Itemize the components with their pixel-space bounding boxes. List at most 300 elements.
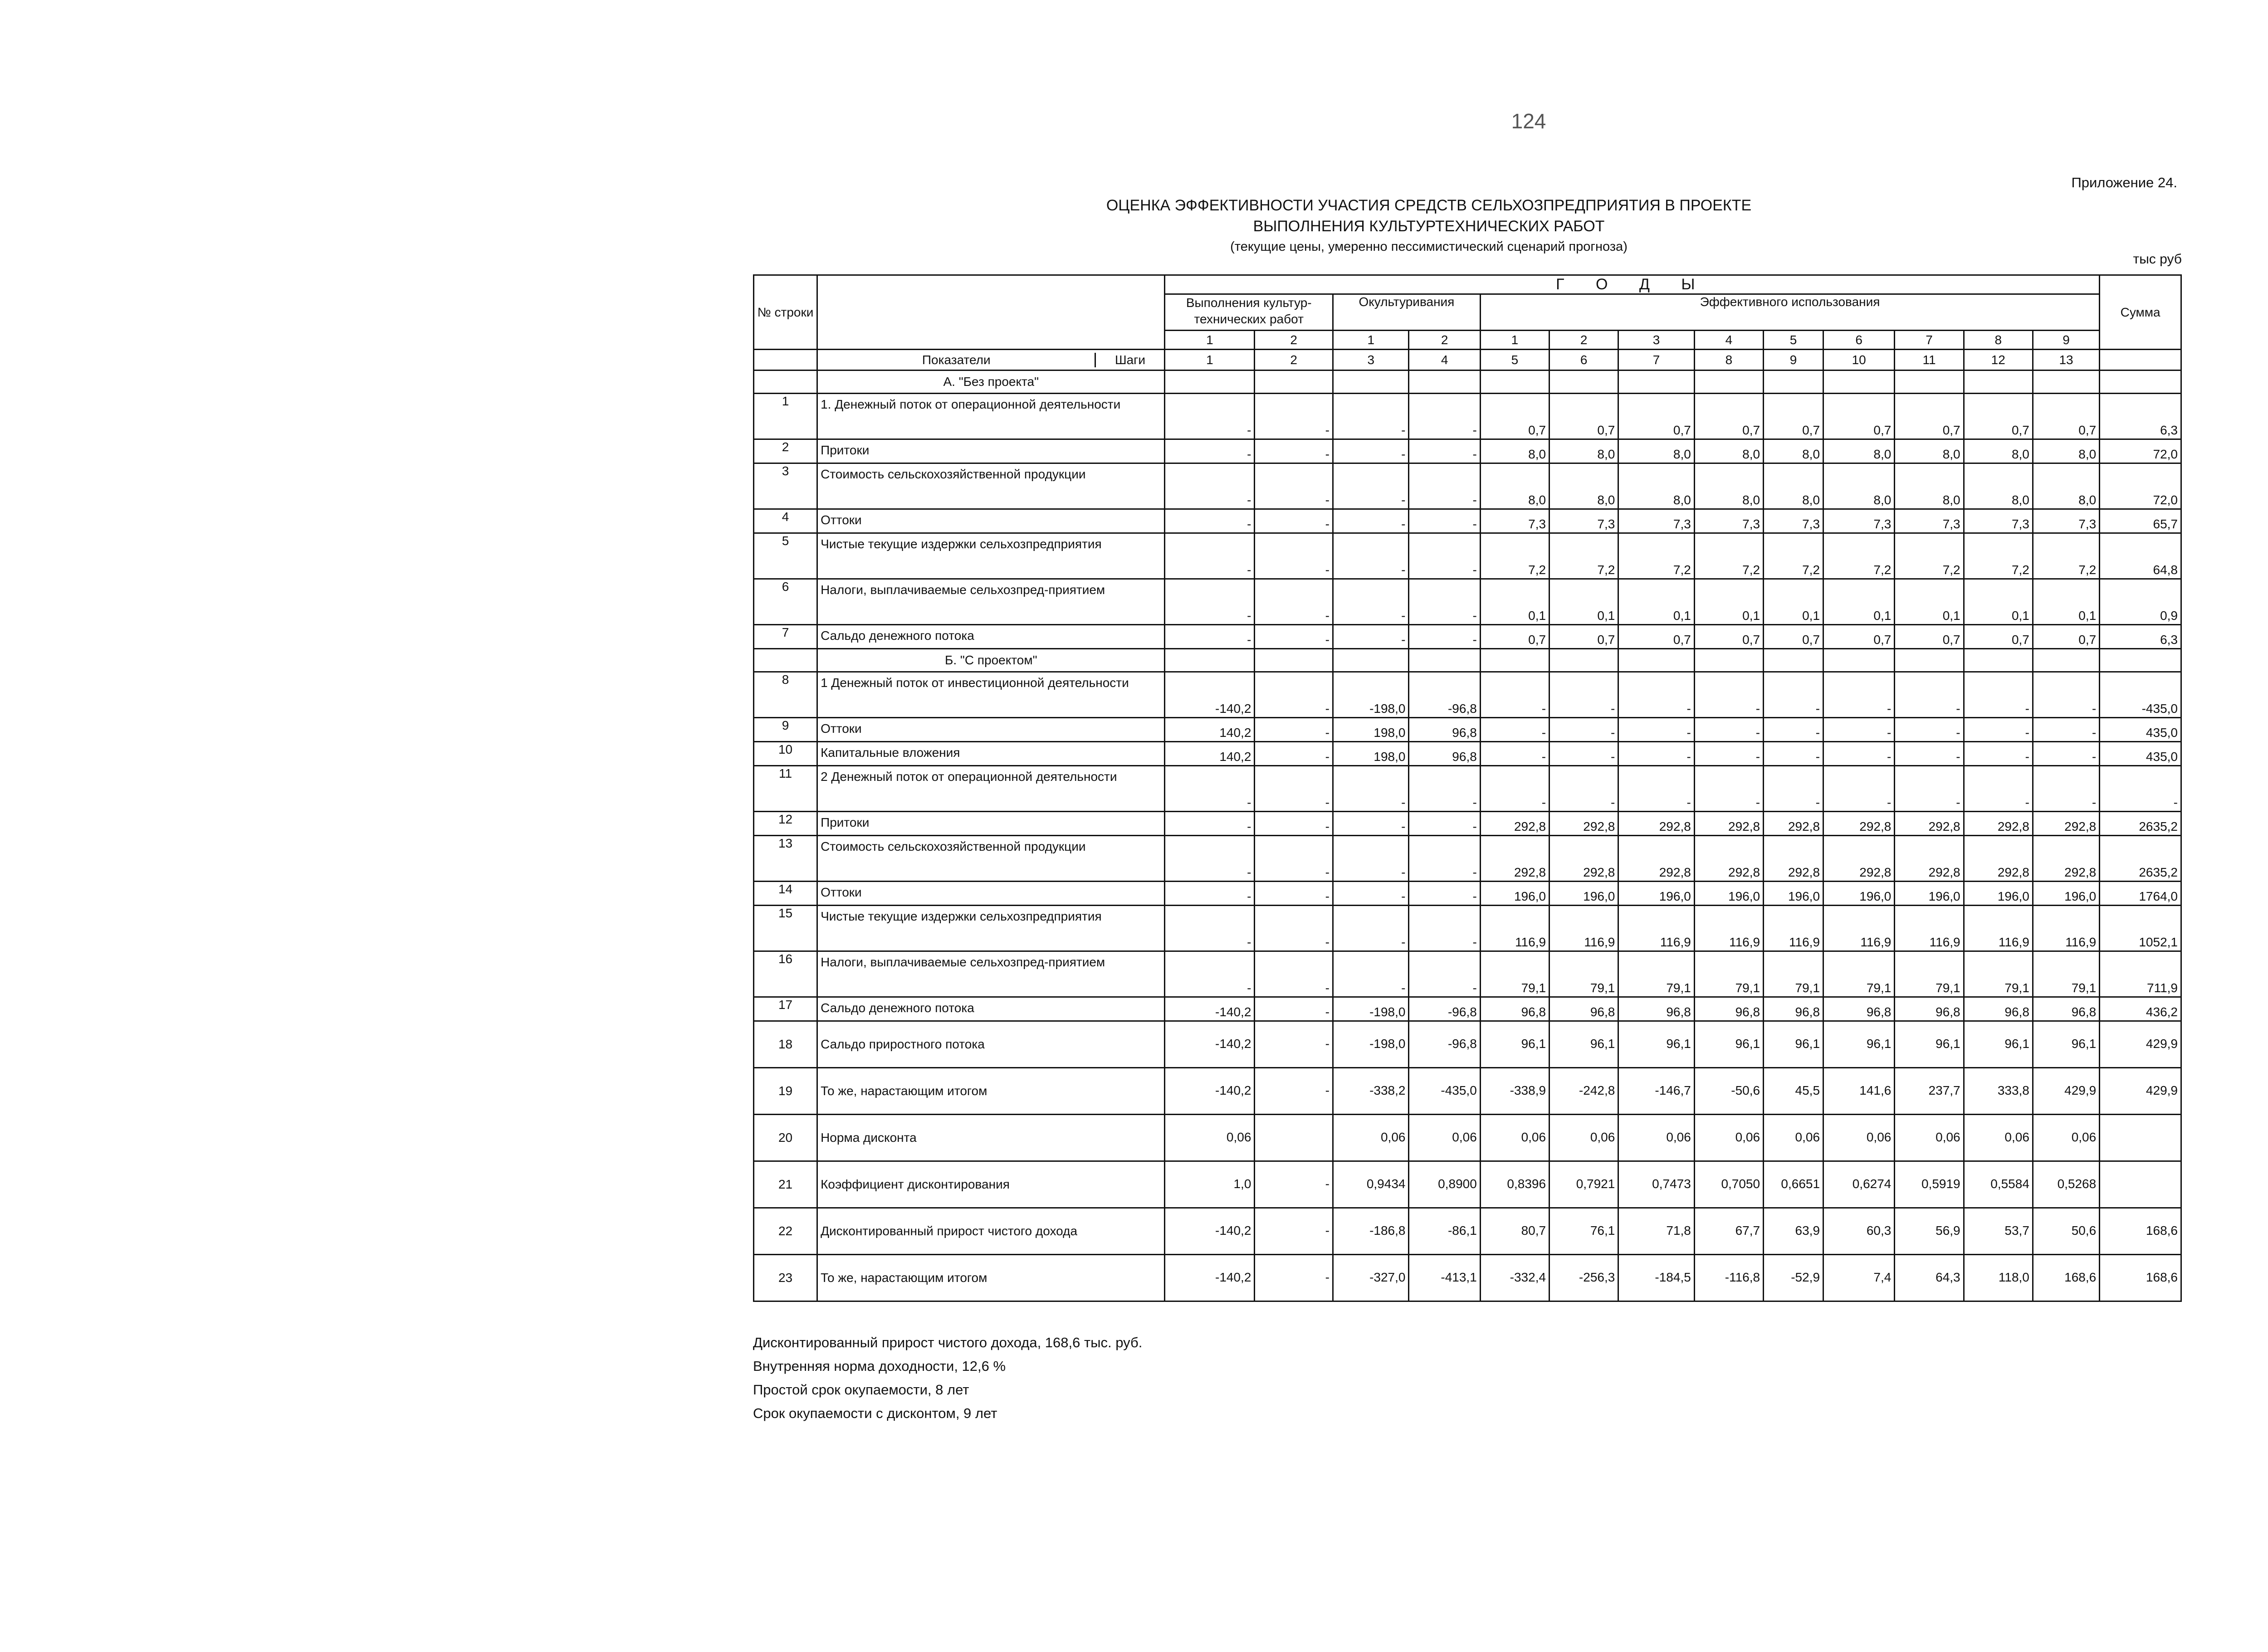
value-cell: -	[2033, 718, 2099, 742]
value-cell: 0,7	[1480, 394, 1549, 439]
value-cell: -	[1764, 672, 1823, 718]
value-cell: -	[1409, 882, 1480, 906]
value-cell: 0,7	[1618, 394, 1694, 439]
value-cell: -	[1255, 766, 1333, 812]
value-cell: -	[1165, 533, 1255, 579]
value-cell: 96,8	[1823, 997, 1895, 1021]
value-cell: 0,8900	[1409, 1161, 1480, 1208]
value-cell: 7,2	[1964, 533, 2033, 579]
table-row	[754, 579, 2181, 625]
value-cell: 0,5584	[1964, 1161, 2033, 1208]
value-cell: 196,0	[1764, 882, 1823, 906]
value-cell: -52,9	[1764, 1255, 1823, 1301]
value-cell: -	[1964, 672, 2033, 718]
steps-sum-blank	[2100, 350, 2181, 370]
value-cell: 8,0	[1694, 463, 1763, 509]
value-cell: -	[1165, 394, 1255, 439]
value-cell: -50,6	[1694, 1068, 1763, 1115]
value-cell: -	[2033, 672, 2099, 718]
sum-cell: 168,6	[2100, 1208, 2181, 1255]
value-cell: 7,2	[1549, 533, 1618, 579]
value-cell: 7,3	[1964, 509, 2033, 533]
row-label: 2 Денежный поток от операционной деятельности	[817, 766, 1165, 812]
value-cell: -	[1255, 533, 1333, 579]
header-steps: Шаги	[1095, 353, 1164, 367]
value-cell: 7,3	[2033, 509, 2099, 533]
row-label: Сальдо денежного потока	[817, 997, 1165, 1021]
value-cell: 292,8	[1549, 836, 1618, 882]
value-cell: -	[1480, 718, 1549, 742]
value-cell: 67,7	[1694, 1208, 1763, 1255]
row-number: 14	[754, 882, 817, 906]
value-cell: 7,2	[1823, 533, 1895, 579]
step-number-10: 10	[1823, 350, 1895, 370]
year-number-7: 3	[1618, 331, 1694, 350]
value-cell: 96,8	[1618, 997, 1694, 1021]
value-cell: 96,1	[1549, 1021, 1618, 1068]
step-number-13: 13	[2033, 350, 2099, 370]
value-cell: -	[1255, 882, 1333, 906]
row-label: То же, нарастающим итогом	[817, 1255, 1165, 1301]
year-number-10: 6	[1823, 331, 1895, 350]
row-number: 4	[754, 509, 817, 533]
value-cell: 292,8	[1895, 812, 1964, 836]
value-cell: 79,1	[2033, 951, 2099, 997]
value-cell: 196,0	[1549, 882, 1618, 906]
step-number-12: 12	[1964, 350, 2033, 370]
value-cell: -	[1480, 672, 1549, 718]
section-empty-cell	[1694, 649, 1763, 672]
value-cell: 96,8	[1964, 997, 2033, 1021]
row-label: Сальдо денежного потока	[817, 625, 1165, 649]
row-label: Капитальные вложения	[817, 742, 1165, 766]
value-cell: -	[1165, 463, 1255, 509]
sum-cell: 6,3	[2100, 625, 2181, 649]
value-cell: -	[1409, 625, 1480, 649]
row-number: 13	[754, 836, 817, 882]
step-number-5: 5	[1480, 350, 1549, 370]
efficiency-table	[753, 274, 2182, 1302]
value-cell: 292,8	[1694, 836, 1763, 882]
value-cell: 79,1	[1480, 951, 1549, 997]
table-row	[754, 1021, 2181, 1068]
header-group-works: Выполнения культур-технических работ	[1165, 294, 1333, 331]
step-number-8: 8	[1694, 350, 1763, 370]
table-row	[754, 906, 2181, 951]
table-row	[754, 742, 2181, 766]
header-row-number: № строки	[754, 275, 817, 350]
table-row	[754, 672, 2181, 718]
value-cell: -96,8	[1409, 672, 1480, 718]
value-cell: 118,0	[1964, 1255, 2033, 1301]
section-empty-cell	[1333, 649, 1408, 672]
section-empty-cell	[1964, 370, 2033, 394]
section-empty-cell	[1895, 649, 1964, 672]
value-cell: 0,06	[1694, 1115, 1763, 1161]
value-cell: -	[1409, 906, 1480, 951]
table-row	[754, 1161, 2181, 1208]
section-title: Б. "С проектом"	[817, 649, 1165, 672]
value-cell: 96,8	[1409, 742, 1480, 766]
step-number-7: 7	[1618, 350, 1694, 370]
value-cell: 7,2	[2033, 533, 2099, 579]
value-cell: -	[1694, 672, 1763, 718]
value-cell: 96,1	[1694, 1021, 1763, 1068]
value-cell: 0,7050	[1694, 1161, 1763, 1208]
row-number: 10	[754, 742, 817, 766]
appendix-label: Приложение 24.	[2071, 175, 2177, 190]
value-cell: 79,1	[1694, 951, 1763, 997]
value-cell: -	[1165, 439, 1255, 463]
document-title-line1: ОЦЕНКА ЭФФЕКТИВНОСТИ УЧАСТИЯ СРЕДСТВ СЕЛЬХОЗПРЕДПРИЯТИЯ В ПРОЕКТЕ	[1106, 197, 1752, 214]
section-title: А. "Без проекта"	[817, 370, 1165, 394]
value-cell: -	[1409, 394, 1480, 439]
value-cell: 96,8	[2033, 997, 2099, 1021]
row-label: Налоги, выплачиваемые сельхозпред-приятием	[817, 951, 1165, 997]
value-cell: 8,0	[1764, 463, 1823, 509]
sum-cell: 436,2	[2100, 997, 2181, 1021]
value-cell: -	[1823, 718, 1895, 742]
sum-cell: 711,9	[2100, 951, 2181, 997]
value-cell: 8,0	[1549, 439, 1618, 463]
header-sum: Сумма	[2100, 275, 2181, 350]
row-label: 1. Денежный поток от операционной деятельности	[817, 394, 1165, 439]
value-cell: -	[1333, 394, 1408, 439]
year-number-3: 1	[1333, 331, 1408, 350]
value-cell: -184,5	[1618, 1255, 1694, 1301]
value-cell: 141,6	[1823, 1068, 1895, 1115]
value-cell: -	[1895, 718, 1964, 742]
row-number: 21	[754, 1161, 817, 1208]
value-cell: 292,8	[2033, 836, 2099, 882]
value-cell: 0,7	[1764, 625, 1823, 649]
value-cell: -	[1823, 766, 1895, 812]
value-cell: 292,8	[1480, 812, 1549, 836]
row-label: Оттоки	[817, 882, 1165, 906]
page-number: 124	[1511, 109, 1546, 133]
value-cell: -	[1823, 742, 1895, 766]
value-cell: 0,06	[2033, 1115, 2099, 1161]
value-cell: 0,1	[1480, 579, 1549, 625]
value-cell: 7,3	[1895, 509, 1964, 533]
value-cell: 7,3	[1764, 509, 1823, 533]
step-number-6: 6	[1549, 350, 1618, 370]
value-cell: 0,5919	[1895, 1161, 1964, 1208]
value-cell: 116,9	[1823, 906, 1895, 951]
value-cell: -	[1409, 951, 1480, 997]
value-cell: -	[1895, 672, 1964, 718]
value-cell: 96,8	[1895, 997, 1964, 1021]
value-cell: 196,0	[1895, 882, 1964, 906]
value-cell: 0,1	[1764, 579, 1823, 625]
step-number-2: 2	[1255, 350, 1333, 370]
value-cell: 0,1	[1549, 579, 1618, 625]
value-cell: -198,0	[1333, 1021, 1408, 1068]
section-empty-cell	[1764, 370, 1823, 394]
header-blank	[817, 275, 1165, 350]
value-cell: -	[1255, 1255, 1333, 1301]
value-cell: -	[1333, 579, 1408, 625]
value-cell: -	[1165, 625, 1255, 649]
value-cell: 292,8	[1964, 836, 2033, 882]
section-empty-cell	[1480, 370, 1549, 394]
value-cell: -	[1409, 509, 1480, 533]
notes	[753, 1331, 1142, 1425]
section-empty-cell	[1409, 370, 1480, 394]
year-number-12: 8	[1964, 331, 2033, 350]
value-cell: 0,06	[1333, 1115, 1408, 1161]
year-number-8: 4	[1694, 331, 1763, 350]
value-cell: 292,8	[1618, 836, 1694, 882]
value-cell: 60,3	[1823, 1208, 1895, 1255]
value-cell: 292,8	[1480, 836, 1549, 882]
value-cell: 8,0	[1549, 463, 1618, 509]
value-cell: 196,0	[1964, 882, 2033, 906]
sum-cell: -435,0	[2100, 672, 2181, 718]
step-number-1: 1	[1165, 350, 1255, 370]
value-cell: -96,8	[1409, 1021, 1480, 1068]
value-cell: 116,9	[1618, 906, 1694, 951]
value-cell: 96,8	[1694, 997, 1763, 1021]
table-row	[754, 766, 2181, 812]
value-cell: 7,3	[1549, 509, 1618, 533]
value-cell: 0,7	[1895, 625, 1964, 649]
value-cell: -	[1255, 1021, 1333, 1068]
value-cell: 292,8	[2033, 812, 2099, 836]
value-cell: 0,5268	[2033, 1161, 2099, 1208]
sum-cell: 2635,2	[2100, 812, 2181, 836]
value-cell: 0,7	[1618, 625, 1694, 649]
step-number-9: 9	[1764, 350, 1823, 370]
row-label: Налоги, выплачиваемые сельхозпред-приятием	[817, 579, 1165, 625]
value-cell: -96,8	[1409, 997, 1480, 1021]
note-irr: Внутренняя норма доходности, 12,6 %	[753, 1358, 1006, 1374]
table-row	[754, 533, 2181, 579]
value-cell: -	[1255, 812, 1333, 836]
table-row	[754, 836, 2181, 882]
value-cell: -	[1694, 742, 1763, 766]
year-number-1: 1	[1165, 331, 1255, 350]
value-cell: 198,0	[1333, 742, 1408, 766]
value-cell: 0,6274	[1823, 1161, 1895, 1208]
value-cell: 7,2	[1694, 533, 1763, 579]
value-cell: 50,6	[2033, 1208, 2099, 1255]
value-cell: -198,0	[1333, 672, 1408, 718]
section-empty-cell	[1255, 370, 1333, 394]
value-cell: -146,7	[1618, 1068, 1694, 1115]
section-empty-cell	[1764, 649, 1823, 672]
value-cell: 79,1	[1764, 951, 1823, 997]
value-cell: -	[1409, 579, 1480, 625]
value-cell: 0,7	[1694, 625, 1763, 649]
row-number: 12	[754, 812, 817, 836]
section-empty-cell	[1549, 649, 1618, 672]
value-cell: 116,9	[1549, 906, 1618, 951]
value-cell: 79,1	[1549, 951, 1618, 997]
value-cell: 76,1	[1549, 1208, 1618, 1255]
value-cell: 96,1	[1823, 1021, 1895, 1068]
value-cell: 0,7	[1964, 394, 2033, 439]
value-cell: 0,06	[1549, 1115, 1618, 1161]
value-cell: 7,3	[1694, 509, 1763, 533]
value-cell: 292,8	[1764, 812, 1823, 836]
header-row-steps	[754, 350, 2181, 370]
row-label: 1 Денежный поток от инвестиционной деятельности	[817, 672, 1165, 718]
section-empty-cell	[1165, 649, 1255, 672]
year-number-6: 2	[1549, 331, 1618, 350]
section-empty-cell	[1549, 370, 1618, 394]
table-row	[754, 1255, 2181, 1301]
row-label: Притоки	[817, 812, 1165, 836]
value-cell: -	[1618, 672, 1694, 718]
row-number: 7	[754, 625, 817, 649]
value-cell: -	[1165, 951, 1255, 997]
table-row	[754, 1208, 2181, 1255]
value-cell: -435,0	[1409, 1068, 1480, 1115]
value-cell: -	[1255, 906, 1333, 951]
value-cell: 116,9	[2033, 906, 2099, 951]
table-row	[754, 997, 2181, 1021]
value-cell: 0,1	[2033, 579, 2099, 625]
table-row	[754, 951, 2181, 997]
sum-cell: 1052,1	[2100, 906, 2181, 951]
value-cell: 292,8	[1694, 812, 1763, 836]
value-cell: 96,8	[1764, 997, 1823, 1021]
section-empty-cell	[2033, 370, 2099, 394]
value-cell: -	[1165, 836, 1255, 882]
row-number: 18	[754, 1021, 817, 1068]
value-cell: -	[1255, 951, 1333, 997]
value-cell: 45,5	[1764, 1068, 1823, 1115]
value-cell: 0,06	[1964, 1115, 2033, 1161]
value-cell: -	[1165, 906, 1255, 951]
table-row	[754, 625, 2181, 649]
value-cell: 429,9	[2033, 1068, 2099, 1115]
value-cell: -140,2	[1165, 672, 1255, 718]
value-cell: 333,8	[1964, 1068, 2033, 1115]
value-cell: 0,06	[1764, 1115, 1823, 1161]
value-cell: -338,9	[1480, 1068, 1549, 1115]
row-number: 15	[754, 906, 817, 951]
row-number: 2	[754, 439, 817, 463]
row-number: 9	[754, 718, 817, 742]
value-cell: -	[1895, 742, 1964, 766]
value-cell: -	[1165, 579, 1255, 625]
row-number: 16	[754, 951, 817, 997]
value-cell: -	[1549, 672, 1618, 718]
step-number-3: 3	[1333, 350, 1408, 370]
value-cell: 79,1	[1964, 951, 2033, 997]
value-cell: -	[1618, 718, 1694, 742]
value-cell	[1255, 1115, 1333, 1161]
value-cell: -140,2	[1165, 1208, 1255, 1255]
value-cell: 7,2	[1618, 533, 1694, 579]
value-cell: 80,7	[1480, 1208, 1549, 1255]
value-cell: -	[1333, 439, 1408, 463]
value-cell: -	[1255, 1068, 1333, 1115]
value-cell: -116,8	[1694, 1255, 1763, 1301]
value-cell: 0,06	[1165, 1115, 1255, 1161]
value-cell: -	[1333, 906, 1408, 951]
value-cell: 116,9	[1694, 906, 1763, 951]
row-label: Дисконтированный прирост чистого дохода	[817, 1208, 1165, 1255]
value-cell: 0,8396	[1480, 1161, 1549, 1208]
row-number: 8	[754, 672, 817, 718]
value-cell: 0,06	[1895, 1115, 1964, 1161]
value-cell: 8,0	[1895, 439, 1964, 463]
value-cell: -	[1409, 439, 1480, 463]
document-subtitle: (текущие цены, умеренно пессимистический сценарий прогноза)	[1230, 239, 1628, 254]
value-cell: -	[2033, 766, 2099, 812]
value-cell: 292,8	[1618, 812, 1694, 836]
value-cell: -	[1255, 579, 1333, 625]
value-cell: 116,9	[1480, 906, 1549, 951]
value-cell: 56,9	[1895, 1208, 1964, 1255]
value-cell: 0,06	[1618, 1115, 1694, 1161]
value-cell: -	[1409, 836, 1480, 882]
value-cell: 8,0	[1764, 439, 1823, 463]
value-cell: 64,3	[1895, 1255, 1964, 1301]
table-row	[754, 812, 2181, 836]
value-cell: -	[1333, 951, 1408, 997]
value-cell: -	[1255, 1161, 1333, 1208]
year-number-4: 2	[1409, 331, 1480, 350]
value-cell: 196,0	[1694, 882, 1763, 906]
sum-cell: -	[2100, 766, 2181, 812]
value-cell: 79,1	[1823, 951, 1895, 997]
value-cell: -140,2	[1165, 1021, 1255, 1068]
section-blank	[754, 649, 817, 672]
row-number: 17	[754, 997, 817, 1021]
value-cell: -327,0	[1333, 1255, 1408, 1301]
value-cell: -	[1255, 625, 1333, 649]
value-cell: -	[1764, 718, 1823, 742]
value-cell: -	[1480, 766, 1549, 812]
row-number: 11	[754, 766, 817, 812]
value-cell: -	[1255, 718, 1333, 742]
table-row	[754, 463, 2181, 509]
value-cell: 7,2	[1895, 533, 1964, 579]
table-row	[754, 718, 2181, 742]
value-cell: 292,8	[1895, 836, 1964, 882]
value-cell: -	[1165, 882, 1255, 906]
value-cell: -	[1165, 812, 1255, 836]
value-cell: 140,2	[1165, 742, 1255, 766]
value-cell: 96,1	[1618, 1021, 1694, 1068]
value-cell: 8,0	[1694, 439, 1763, 463]
row-label: Сальдо прироcтного потока	[817, 1021, 1165, 1068]
value-cell: -	[1333, 533, 1408, 579]
value-cell: -	[1333, 766, 1408, 812]
row-label: Коэффициент дисконтирования	[817, 1161, 1165, 1208]
row-label: Чистые текущие издержки сельхозпредприятия	[817, 906, 1165, 951]
value-cell: 0,7	[1823, 394, 1895, 439]
value-cell: 0,7	[2033, 625, 2099, 649]
header-group-usage: Эффективного использования	[1480, 294, 2099, 331]
note-npv: Дисконтированный прирост чистого дохода, 168,6 тыс. руб.	[753, 1335, 1143, 1350]
row-number: 20	[754, 1115, 817, 1161]
value-cell: 0,7	[1549, 394, 1618, 439]
value-cell: -	[1549, 718, 1618, 742]
header-row-years	[754, 275, 2181, 294]
row-number: 3	[754, 463, 817, 509]
section-row	[754, 370, 2181, 394]
value-cell: 8,0	[1618, 463, 1694, 509]
value-cell: -	[1255, 1208, 1333, 1255]
value-cell: 79,1	[1895, 951, 1964, 997]
value-cell: 292,8	[1549, 812, 1618, 836]
year-number-13: 9	[2033, 331, 2099, 350]
